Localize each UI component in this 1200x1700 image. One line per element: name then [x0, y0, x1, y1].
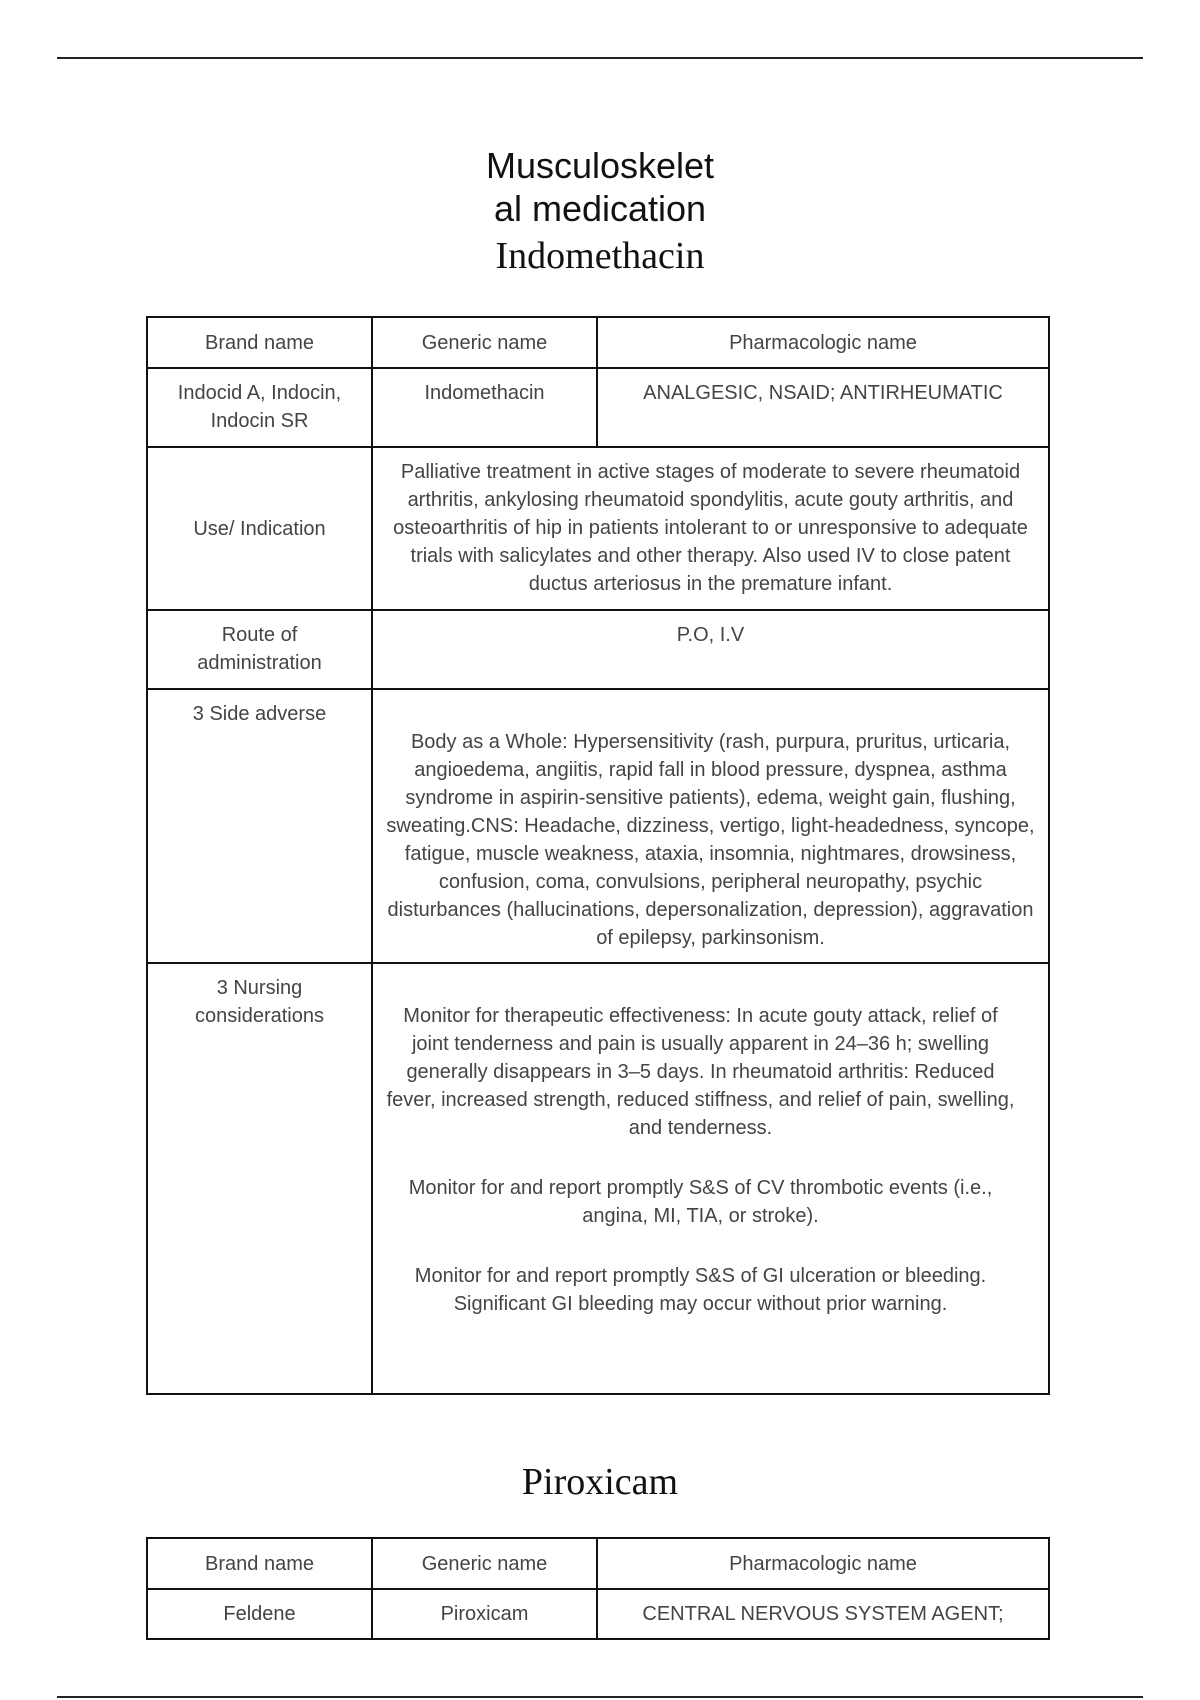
nursing-label-cell — [147, 963, 372, 1394]
piroxicam-title: Piroxicam — [521, 1461, 679, 1503]
table-row — [147, 610, 1049, 689]
piroxicam-table — [146, 1537, 1050, 1640]
header-generic-name: Generic name — [372, 1538, 597, 1589]
generic-name-cell: Indomethacin — [372, 368, 597, 447]
table-row — [147, 1589, 1049, 1639]
route-text: P.O, I.V — [372, 610, 1049, 689]
use-indication-text: Palliative treatment in active stages of moderate to severe rheumatoid arthritis, ankylosing rheumatoid spondylitis, acute gouty arthritis, and osteoarthritis of hip in patients intolerant to or unresponsive to adequate trials with salicylates and other therapy. Also used IV to close patent ductus arteriosus in the premature infant. — [372, 447, 1049, 610]
table-row — [147, 447, 1049, 610]
table-row — [147, 689, 1049, 963]
bottom-rule — [57, 1696, 1143, 1698]
header-pharmacologic-name: Pharmacologic name — [597, 317, 1049, 368]
side-adverse-label: 3 Side adverse — [147, 689, 372, 963]
page-heading-line1: Musculoskelet — [485, 145, 715, 186]
nursing-paragraph: Monitor for and report promptly S&S of CV thrombotic events (i.e., angina, MI, TIA, or stroke). — [408, 1177, 993, 1227]
brand-name-line2: Indocin SR — [210, 410, 309, 432]
side-adverse-text: Body as a Whole: Hypersensitivity (rash, purpura, pruritus, urticaria, angioedema, angiitis, rapid fall in blood pressure, dyspnea, asthma syndrome in aspirin-sensitive patients), edema, weight gain, flushing, sweating.CNS: Headache, dizziness, vertigo, light-headedness, syncope, fatigue, muscle weakness, ataxia, insomnia, nightmares, drowsiness, confusion, coma, convulsions, peripheral neuropathy, psychic disturbances (hallucinations, depersonalization, depression), aggravation of epilepsy, parkinsonism. — [372, 689, 1049, 963]
nursing-label-line2: considerations — [195, 1005, 324, 1027]
generic-name-cell: Piroxicam — [372, 1589, 597, 1639]
pharmacologic-name-cell: CENTRAL NERVOUS SYSTEM AGENT; — [597, 1589, 1049, 1639]
page-heading — [0, 144, 1200, 230]
top-rule — [57, 57, 1143, 59]
table-header-row — [147, 317, 1049, 368]
pharmacologic-name-cell: ANALGESIC, NSAID; ANTIRHEUMATIC — [597, 368, 1049, 447]
indomethacin-table — [146, 316, 1050, 1395]
route-label-line2: administration — [197, 652, 322, 674]
route-label-line1: Route of — [221, 624, 298, 646]
table-header-row — [147, 1538, 1049, 1589]
route-label-cell — [147, 610, 372, 689]
brand-name-line1: Indocid A, Indocin, — [177, 382, 342, 404]
header-pharmacologic-name: Pharmacologic name — [597, 1538, 1049, 1589]
nursing-considerations-text — [372, 963, 1049, 1394]
page-heading-line2: al medication — [493, 188, 707, 229]
nursing-label-line1: 3 Nursing — [216, 977, 303, 999]
nursing-paragraph: Monitor for and report promptly S&S of GI ulceration or bleeding. Significant GI bleeding may occur without prior warning. — [414, 1265, 987, 1315]
table-row — [147, 963, 1049, 1394]
brand-name-cell — [147, 368, 372, 447]
indomethacin-title: Indomethacin — [495, 235, 705, 277]
header-brand-name: Brand name — [147, 317, 372, 368]
header-brand-name: Brand name — [147, 1538, 372, 1589]
nursing-paragraph: Monitor for therapeutic effectiveness: In acute gouty attack, relief of joint tenderness and pain is usually apparent in 24–36 h; swelling generally disappears in 3–5 days. In rheumatoid arthritis: Reduced fever, increased strength, reduced stiffness, and relief of pain, swelling, and tenderness. — [386, 1005, 1015, 1139]
brand-name-cell: Feldene — [147, 1589, 372, 1639]
use-indication-label: Use/ Indication — [147, 447, 372, 610]
header-generic-name: Generic name — [372, 317, 597, 368]
table-row — [147, 368, 1049, 447]
